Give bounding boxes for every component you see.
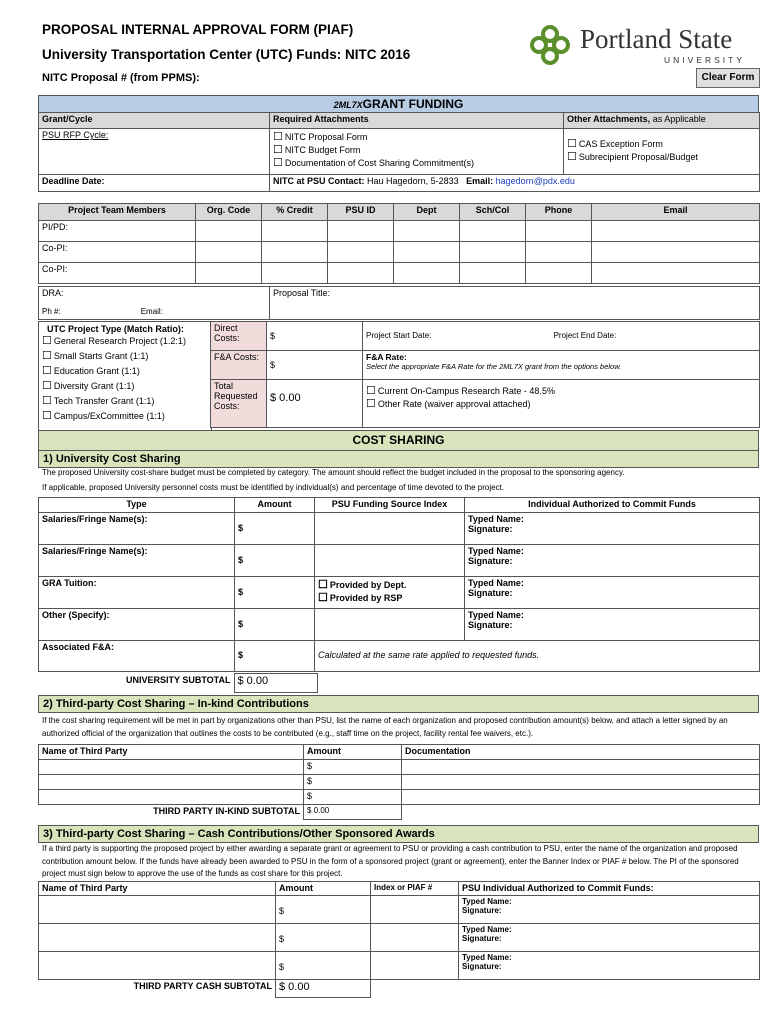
section2-note: If the cost sharing requirement will be met in part by organizations other than PSU, list the name of each organization and proposed contribution amount(s) below, and attach a letter signed by an authorized official of the organization that outlines the costs to be contributed (e.g., staff time on the project, facility rental fee waivers, etc.). xyxy=(42,716,728,738)
contact-email-label: Email: xyxy=(466,176,494,186)
total-costs-label: Total Requested Costs: xyxy=(211,380,267,428)
fa-rate-note: Select the appropriate F&A Rate for the 2ML7X grant from the options below. xyxy=(366,362,622,371)
team-cell[interactable] xyxy=(460,221,526,242)
deadline-date-label: Deadline Date: xyxy=(39,175,270,192)
typed-name-label: Typed Name: xyxy=(468,610,524,620)
grant-funding-title: GRANT FUNDING xyxy=(362,97,464,111)
fa-costs-label: F&A Costs: xyxy=(211,351,267,380)
s2-header-documentation: Documentation xyxy=(402,745,760,760)
required-attachments-header: Required Attachments xyxy=(270,113,564,129)
rate-other-checkbox[interactable]: ☐ Other Rate (waiver approval attached) xyxy=(366,397,756,410)
logo-text: Portland State xyxy=(580,24,733,54)
team-cell[interactable] xyxy=(394,221,460,242)
team-header-schcol: Sch/Col xyxy=(460,204,526,221)
contact-label: NITC at PSU Contact: xyxy=(273,176,365,186)
team-cell[interactable] xyxy=(196,242,262,263)
team-cell[interactable] xyxy=(526,242,592,263)
dra-table xyxy=(38,286,760,320)
provided-rsp-checkbox[interactable]: ☐ Provided by RSP xyxy=(318,591,461,604)
s1-amount-input[interactable]: $ xyxy=(235,641,315,672)
clear-form-button[interactable]: Clear Form xyxy=(696,68,760,88)
section1-note1: The proposed University cost-share budget must be completed by category. The amount should reflect the budget included in the proposal to the sponsoring agency. xyxy=(42,468,625,477)
section2-title: 2) Third-party Cost Sharing – In-kind Contributions xyxy=(38,695,759,713)
team-header-org: Org. Code xyxy=(196,204,262,221)
typed-name-label: Typed Name: xyxy=(468,546,524,556)
s1-header-index: PSU Funding Source Index xyxy=(315,498,465,513)
team-cell[interactable] xyxy=(460,242,526,263)
s2-subtotal-label: THIRD PARTY IN-KIND SUBTOTAL xyxy=(39,805,304,820)
s1-index-input[interactable] xyxy=(315,513,465,545)
team-header-member: Project Team Members xyxy=(39,204,196,221)
fa-rate-label: F&A Rate: xyxy=(366,352,407,362)
contact-email-link[interactable]: hagedorn@pdx.edu xyxy=(495,176,575,186)
s3-index-input[interactable] xyxy=(371,952,459,980)
nitc-logo-icon: 2ML7X xyxy=(333,100,363,110)
signature-label: Signature: xyxy=(462,934,502,943)
s1-row-label: Associated F&A: xyxy=(39,641,235,672)
project-type-option[interactable]: ☐ Tech Transfer Grant (1:1) xyxy=(42,394,211,409)
s3-index-input[interactable] xyxy=(371,924,459,952)
section1-title: 1) University Cost Sharing xyxy=(38,450,759,468)
s1-amount-input[interactable]: $ xyxy=(235,609,315,641)
s3-header-index: Index or PIAF # xyxy=(371,882,459,896)
university-cost-table xyxy=(38,497,760,672)
s2-doc-input[interactable] xyxy=(402,790,760,805)
typed-name-label: Typed Name: xyxy=(462,953,512,962)
total-costs-value: $ 0.00 xyxy=(267,380,363,428)
s1-header-amount: Amount xyxy=(235,498,315,513)
team-cell[interactable] xyxy=(262,242,328,263)
cost-sharing-band: COST SHARING xyxy=(38,430,759,451)
s3-index-input[interactable] xyxy=(371,896,459,924)
section3-title: 3) Third-party Cost Sharing – Cash Contributions/Other Sponsored Awards xyxy=(38,825,759,843)
signature-label: Signature: xyxy=(468,556,513,566)
nitc-logo-icon: 2ML7X xyxy=(499,362,523,371)
grant-funding-band xyxy=(38,95,759,113)
req-cost-sharing-checkbox[interactable]: ☐ Documentation of Cost Sharing Commitment(s) xyxy=(273,156,560,169)
s3-amount-input[interactable]: $ xyxy=(276,924,371,952)
grant-table xyxy=(38,112,760,192)
s1-amount-input[interactable]: $ xyxy=(235,577,315,609)
signature-label: Signature: xyxy=(468,524,513,534)
signature-label: Signature: xyxy=(468,620,513,630)
section1-note2: If applicable, proposed University personnel costs must be identified by individual(s) and percentage of time devoted to the project. xyxy=(42,483,505,492)
other-attachments-header: Other Attachments, as Applicable xyxy=(564,113,760,129)
team-table xyxy=(38,203,760,284)
end-date-label: Project End Date: xyxy=(553,331,617,340)
subrecipient-checkbox[interactable]: ☐ Subrecipient Proposal/Budget xyxy=(567,150,756,163)
project-type-option[interactable]: ☐ Diversity Grant (1:1) xyxy=(42,379,211,394)
team-header-phone: Phone xyxy=(526,204,592,221)
provided-dept-checkbox[interactable]: ☐ Provided by Dept. xyxy=(318,578,461,591)
s1-row-label: Salaries/Fringe Name(s): xyxy=(39,513,235,545)
project-type-option[interactable]: ☐ General Research Project (1.2:1) xyxy=(42,334,211,349)
team-header-credit: % Credit xyxy=(262,204,328,221)
team-cell[interactable] xyxy=(526,221,592,242)
team-cell[interactable] xyxy=(592,242,760,263)
s2-doc-input[interactable] xyxy=(402,775,760,790)
team-cell[interactable] xyxy=(328,221,394,242)
cash-table xyxy=(38,881,760,998)
project-type-box xyxy=(38,321,212,431)
univ-subtotal-value: $ 0.00 xyxy=(234,674,317,693)
team-cell[interactable] xyxy=(196,221,262,242)
s1-row-label: Other (Specify): xyxy=(39,609,235,641)
s2-header-amount: Amount xyxy=(304,745,402,760)
section3-note: If a third party is supporting the proposed project by either awarding a separate grant or agreement to PSU or providing a cash contribution to PSU, enter the name of the organization and proposed contribution amount below. If the funds have already been awarded to PSU in the form of a sponsored project (grant or agreement), enter the Banner Index or PIAF # below. The PI of the sponsored project must sign below to approve the use of the funds as cost share for this project. xyxy=(42,844,739,878)
s3-header-amount: Amount xyxy=(276,882,371,896)
team-header-email: Email xyxy=(592,204,760,221)
calc-note: Calculated at the same rate applied to requested funds. xyxy=(315,641,760,672)
team-header-psuid: PSU ID xyxy=(328,204,394,221)
s1-header-type: Type xyxy=(39,498,235,513)
dra-label: DRA: xyxy=(42,288,64,298)
form-subtitle: University Transportation Center (UTC) Funds: NITC 2016 xyxy=(42,47,411,62)
s3-amount-input[interactable]: $ xyxy=(276,896,371,924)
s3-header-authorized: PSU Individual Authorized to Commit Funds: xyxy=(459,882,760,896)
dra-email-label: Email: xyxy=(140,307,163,316)
univ-subtotal-label: UNIVERSITY SUBTOTAL xyxy=(38,674,234,693)
team-cell[interactable] xyxy=(460,263,526,284)
s3-amount-input[interactable]: $ xyxy=(276,952,371,980)
s2-name-input[interactable] xyxy=(39,790,304,805)
form-title: PROPOSAL INTERNAL APPROVAL FORM (PIAF) xyxy=(42,22,354,37)
proposal-title-label: Proposal Title: xyxy=(270,287,760,320)
typed-name-label: Typed Name: xyxy=(462,925,512,934)
costs-table xyxy=(210,321,760,428)
s3-name-input[interactable] xyxy=(39,924,276,952)
project-type-label: UTC Project Type (Match Ratio): xyxy=(47,324,184,334)
university-subtotal xyxy=(38,673,318,693)
start-date-label: Project Start Date: xyxy=(366,331,432,340)
team-cell[interactable] xyxy=(262,263,328,284)
signature-label: Signature: xyxy=(462,962,502,971)
team-cell[interactable] xyxy=(328,242,394,263)
cas-exception-checkbox[interactable]: ☐ CAS Exception Form xyxy=(567,137,756,150)
team-row-label: PI/PD: xyxy=(39,221,196,242)
team-cell[interactable] xyxy=(328,263,394,284)
dra-phone-label: Ph #: xyxy=(42,307,61,316)
s3-header-name: Name of Third Party xyxy=(39,882,276,896)
typed-name-label: Typed Name: xyxy=(468,514,524,524)
s1-index-input[interactable] xyxy=(315,545,465,577)
rate-current-checkbox[interactable]: ☐ Current On-Campus Research Rate - 48.5% xyxy=(366,384,756,397)
team-cell[interactable] xyxy=(262,221,328,242)
team-cell[interactable] xyxy=(394,263,460,284)
logo-subtext: UNIVERSITY xyxy=(664,55,746,65)
s1-row-label: Salaries/Fringe Name(s): xyxy=(39,545,235,577)
team-row-label: Co-PI: xyxy=(39,263,196,284)
project-type-option[interactable]: ☐ Education Grant (1:1) xyxy=(42,364,211,379)
s1-amount-input[interactable]: $ xyxy=(235,545,315,577)
team-cell[interactable] xyxy=(526,263,592,284)
contact-name: Hau Hagedorn, 5-2833 xyxy=(367,176,459,186)
s3-name-input[interactable] xyxy=(39,896,276,924)
s2-doc-input[interactable] xyxy=(402,760,760,775)
s3-subtotal-value: $ 0.00 xyxy=(276,980,371,998)
team-cell[interactable] xyxy=(592,221,760,242)
signature-label: Signature: xyxy=(468,588,513,598)
team-cell[interactable] xyxy=(592,263,760,284)
req-budget-form-checkbox[interactable]: ☐ NITC Budget Form xyxy=(273,143,560,156)
team-header-dept: Dept xyxy=(394,204,460,221)
fa-costs-input[interactable]: $ xyxy=(267,351,363,380)
s3-subtotal-label: THIRD PARTY CASH SUBTOTAL xyxy=(39,980,276,998)
proposal-number-label: NITC Proposal # (from PPMS): xyxy=(42,72,200,84)
direct-costs-label: Direct Costs: xyxy=(211,322,267,351)
team-cell[interactable] xyxy=(394,242,460,263)
psu-logo-icon xyxy=(527,22,573,68)
s2-amount-input[interactable]: $ xyxy=(304,790,402,805)
direct-costs-input[interactable]: $ xyxy=(267,322,363,351)
typed-name-label: Typed Name: xyxy=(462,897,512,906)
team-row-label: Co-PI: xyxy=(39,242,196,263)
s2-amount-input[interactable]: $ xyxy=(304,760,402,775)
s2-name-input[interactable] xyxy=(39,760,304,775)
s3-name-input[interactable] xyxy=(39,952,276,980)
s2-header-name: Name of Third Party xyxy=(39,745,304,760)
s2-amount-input[interactable]: $ xyxy=(304,775,402,790)
team-cell[interactable] xyxy=(196,263,262,284)
s1-amount-input[interactable]: $ xyxy=(235,513,315,545)
rfp-cycle-label: PSU RFP Cycle: xyxy=(42,130,109,140)
inkind-table xyxy=(38,744,760,820)
project-type-option[interactable]: ☐ Small Starts Grant (1:1) xyxy=(42,349,211,364)
s1-row-label: GRA Tuition: xyxy=(39,577,235,609)
project-type-option[interactable]: ☐ Campus/ExCommittee (1:1) xyxy=(42,409,211,424)
s1-index-input[interactable] xyxy=(315,609,465,641)
grant-cycle-header: Grant/Cycle xyxy=(39,113,270,129)
req-proposal-form-checkbox[interactable]: ☐ NITC Proposal Form xyxy=(273,130,560,143)
s2-name-input[interactable] xyxy=(39,775,304,790)
s1-header-authorized: Individual Authorized to Commit Funds xyxy=(465,498,760,513)
s2-subtotal-value: $ 0.00 xyxy=(304,805,402,820)
typed-name-label: Typed Name: xyxy=(468,578,524,588)
signature-label: Signature: xyxy=(462,906,502,915)
